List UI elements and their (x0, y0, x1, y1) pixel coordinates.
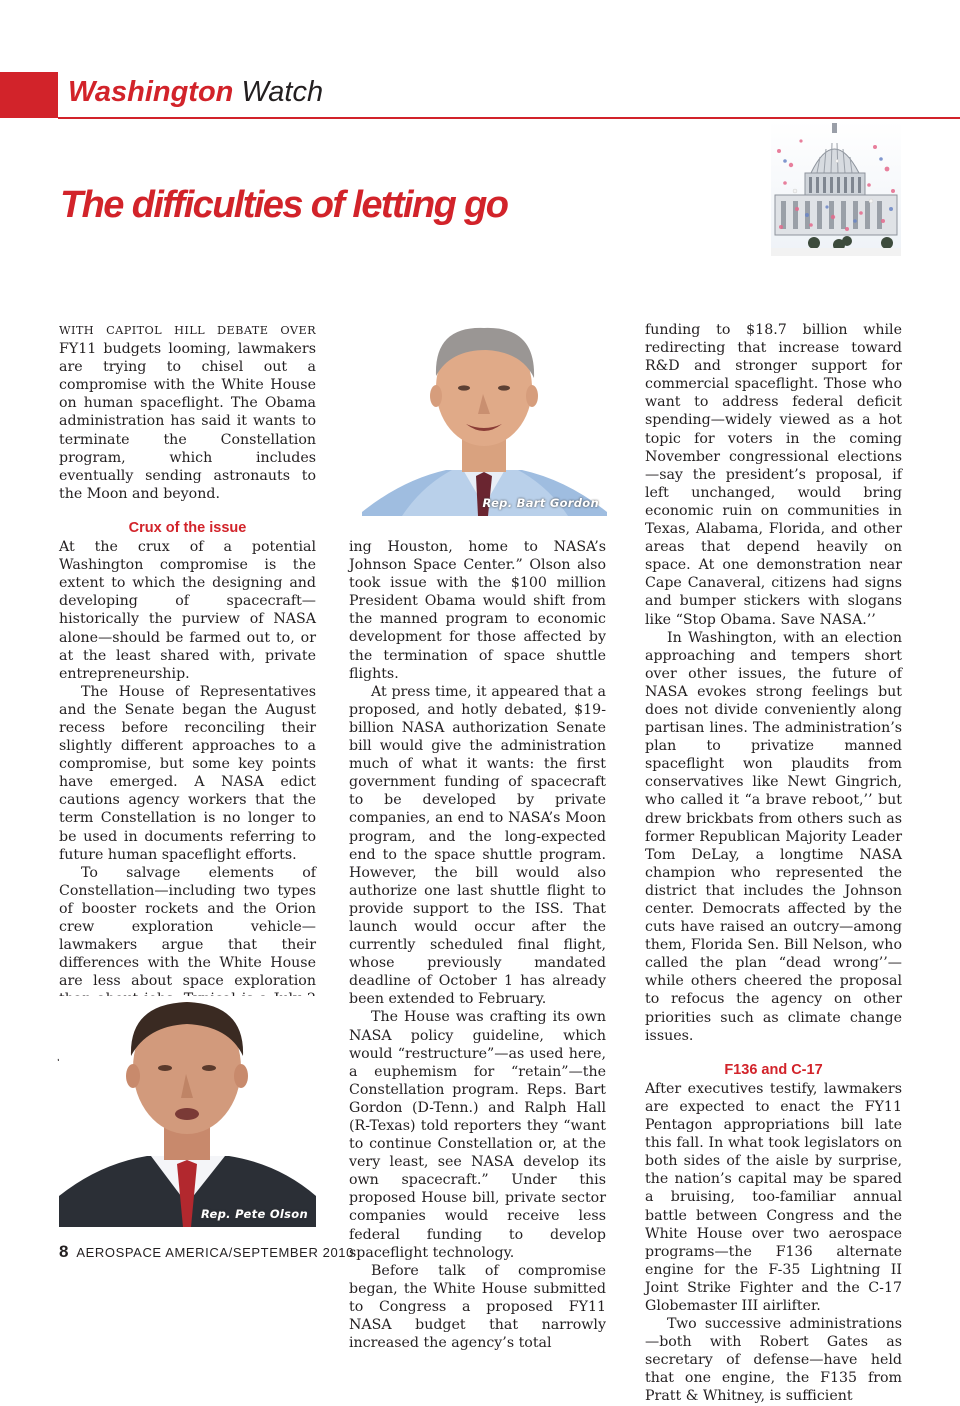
section-title-strong: Washington (68, 76, 234, 108)
subhead-f136: F136 and C-17 (724, 1061, 823, 1078)
lead-text: FY11 budgets looming, lawmakers are trying to chisel out a compromise with the White House on human spaceflight. The Obama administration has said it wants to terminate the Constellation program, which includes eventually sending astronauts to the Moon and beyond. (59, 341, 316, 502)
article-column-2 (349, 538, 606, 1352)
photo-bart-gordon (362, 316, 607, 516)
page-number: 8 (59, 1242, 69, 1261)
paragraph: The House of Representatives and the Senate began the August recess before reconciling their slightly different approaches to a compromise, but some key points have emerged. A NASA edict cautions agency workers that the term Constellation is no longer to be used in documents referring to future human spaceflight efforts. (59, 683, 316, 863)
section-color-bar (0, 72, 58, 118)
capitol-photo (771, 121, 901, 256)
paragraph: To salvage elements of Constellation—including two types of booster rockets and the Orion crew exploration vehicle—lawmakers argue that their differences with the White House are less about space exploration (59, 864, 316, 990)
magazine-issue: AEROSPACE AMERICA/SEPTEMBER 2010 (76, 1245, 354, 1260)
paragraph: At press time, it appeared that a proposed, and hotly debated, $19-billion NASA authorization Senate bill would give the administration much of what it wants: the first government funding of spacecraft to be developed by private companies, an end to NASA’s Moon program, and the long-expected end to the space shuttle program. However, the bill would also authorize one last shuttle flight to provide support to the ISS. That launch would occur after the currently scheduled final flight, whose previously mandated deadline of October 1 has already been extended to February. (349, 683, 606, 1008)
paragraph: Two successive administrations—both with Robert Gates as secretary of defense—have held that one engine, the F135 from Pratt & Whitney, is sufficient (645, 1316, 902, 1405)
lead-smallcaps: WITH CAPITOL HILL DEBATE OVER (59, 324, 316, 337)
article-column-3 (645, 321, 902, 1406)
paragraph: funding to $18.7 billion while redirecting that increase toward R&D and stronger support for commercial spaceflight. Those who want to address federal deficit spending—widely viewed as a hot topic for voters in the coming November congressional elections—say the president’s proposal, if left unchanged, would bring economic ruin on communities in Texas, Alabama, Florida, and other areas that depend heavily on space. At one demonstration near Cape Canaveral, citizens had signs and bumper stickers with slogans like “Stop Obama. Save NASA.’’ (645, 322, 902, 628)
paragraph: Before talk of compromise began, the White House submitted to Congress a proposed FY11 NASA budget that narrowly increased the agency’s total (349, 1262, 606, 1352)
paragraph: ing Houston, home to NASA’s Johnson Space Center.” Olson also took issue with the $100 million President Obama would shift from the manned program to economic development for those affected by the termination of space shuttle flights. (349, 539, 606, 682)
section-title-light: Watch (241, 76, 324, 108)
caption-gordon: Rep. Bart Gordon (482, 496, 599, 510)
section-title (68, 76, 323, 109)
paragraph: After executives testify, lawmakers are expected to enact the FY11 Pentagon appropriations bill late this fall. In what took legislators on both sides of the aisle by surprise, the nation’s capital may be spared a bruising, too-familiar annual battle between Congress and the White House over two aerospace programs—the F136 alternate engine for the F-35 Lightning II Joint Strike Fighter and the C-17 Globemaster III airlifter. (645, 1080, 902, 1314)
article-headline: The difficulties of letting go (60, 184, 508, 226)
paragraph: In Washington, with an election approaching and tempers short over other issues, the future of NASA evokes strong feelings but does not divide conveniently along partisan lines. The administration’s plan to privatize manned spaceflight won plaudits from conservatives like Newt Gingrich, who called it “a brave reboot,’’ but drew brickbats from others such as former Republican Majority Leader Tom DeLay, a longtime NASA champion who represented the district that includes the Johnson center. Democrats affected by the cuts have raised an outcry—among them, Florida Sen. Bill Nelson, who called the plan “dead wrong’’—while others cheered the proposal to refocus the agency on other priorities such as climate change issues. (645, 629, 902, 1044)
page-footer (59, 1242, 354, 1262)
paragraph: The House was crafting its own NASA policy guideline, which would “restructure”—as used here, a euphemism for “retain”—the Constellation program. Reps. Bart Gordon (D-Tenn.) and Ralph Hall (R-Texas) told reporters they “want to continue Constellation or, at the very least, see NASA develop its own spacecraft.” Under this proposed House bill, private sector companies would receive less federal funding to develop spaceflight technology. (349, 1009, 606, 1261)
caption-olson: Rep. Pete Olson (200, 1207, 308, 1221)
paragraph: At the crux of a potential Washington compromise is the extent to which the designing and developing of spacecraft—historically the purview of NASA alone—should be farmed out to, or at the least shared with, private entrepreneurship. (59, 539, 316, 682)
lead-paragraph (59, 321, 316, 503)
section-rule (58, 117, 960, 119)
subhead-crux: Crux of the issue (128, 519, 247, 536)
photo-pete-olson (59, 996, 316, 1227)
